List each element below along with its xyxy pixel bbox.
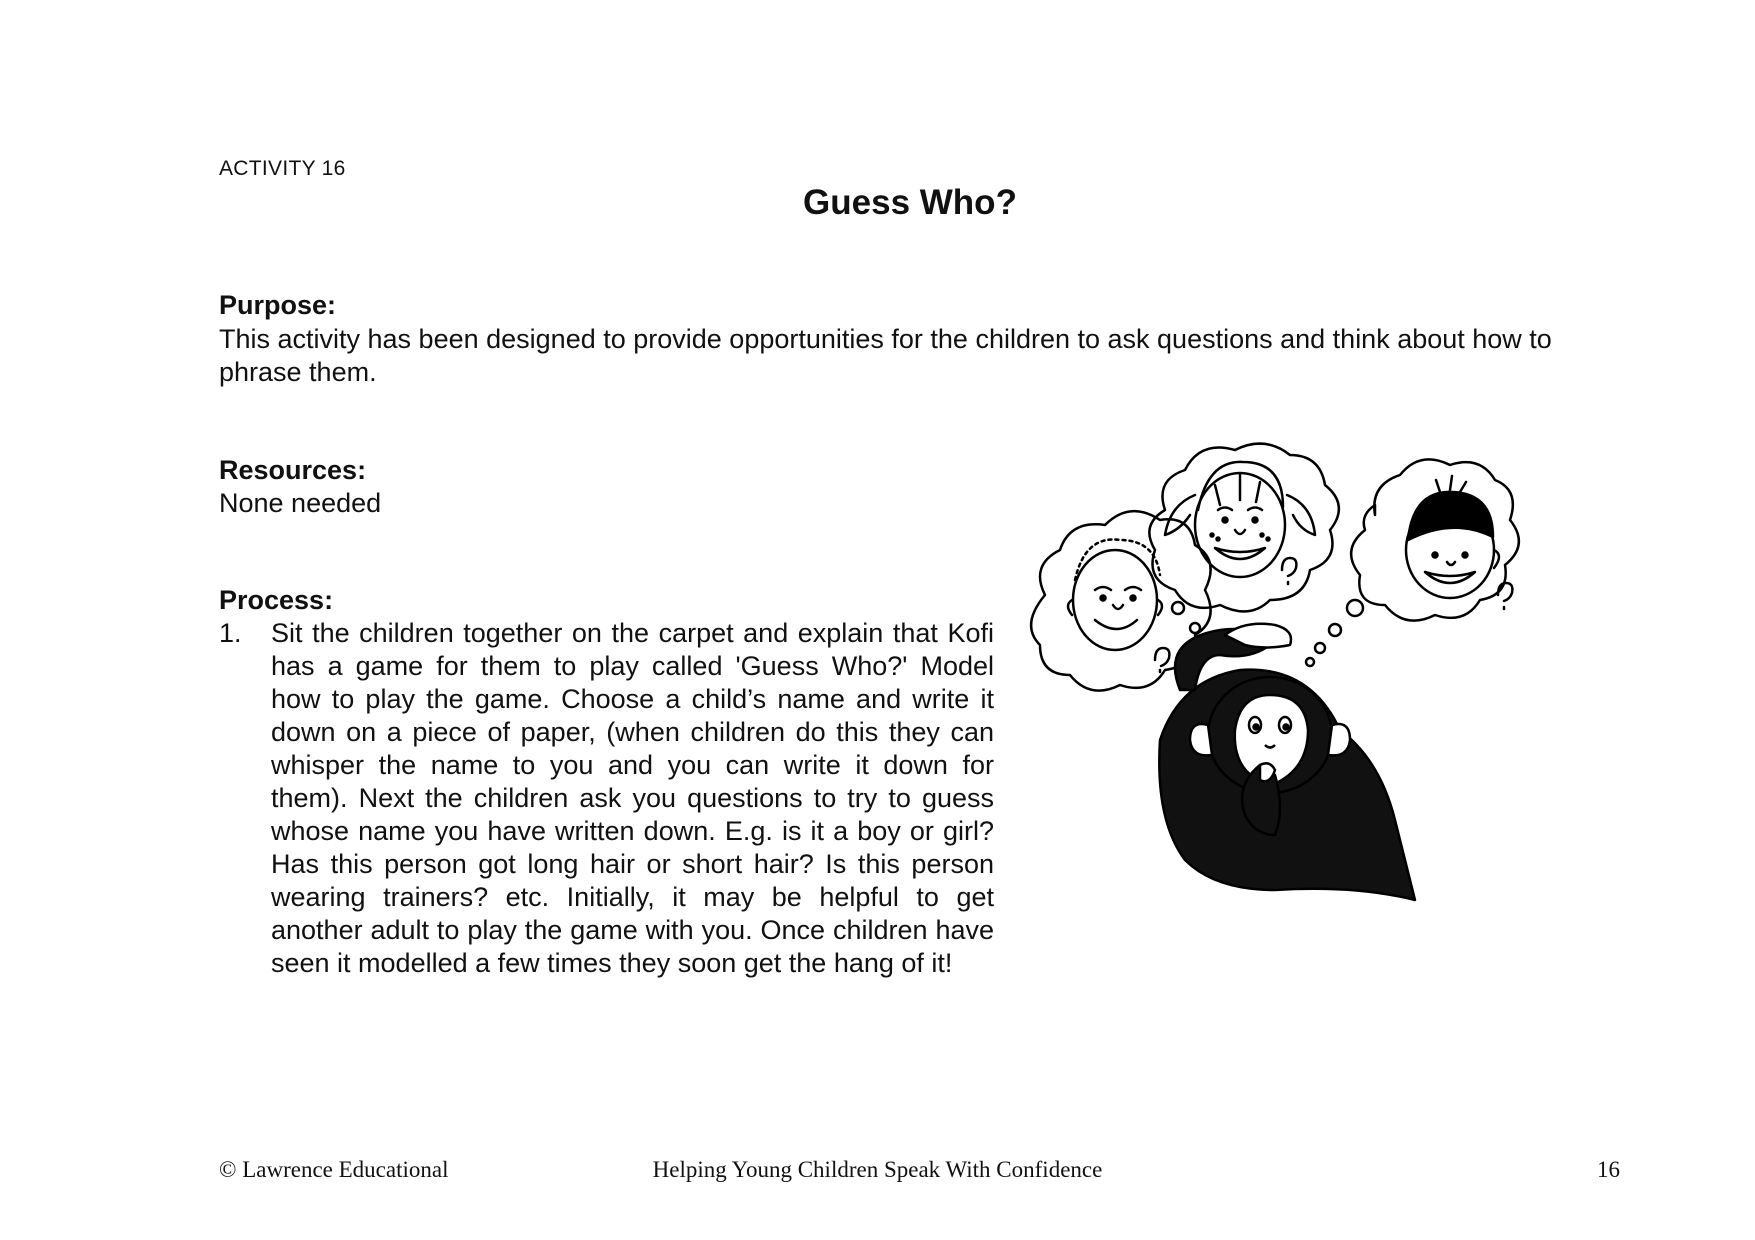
resources-heading: Resources:	[219, 455, 367, 485]
thought-bubble-small	[1190, 623, 1200, 633]
footer-page-number: 16	[1597, 1157, 1620, 1182]
process-step-text: Sit the children together on the carpet and explain that Kofi has a game for them to play called 'Guess Who?' Model how to play the game. Choose a child’s name and write it down on a piece of paper, (when children do this they can whisper the name to you and you can write it down for them). Next the children ask you questions to try to guess whose name you have written down. E.g. is it a boy or girl? Has this person got long hair or short hair? Is this person wearing trainers? etc. Initially, it may be helpful to get another adult to play the game with you. Once children have seen it modelled a few times they soon get the hang of it!	[271, 618, 994, 978]
thought-bubble-small	[1172, 602, 1184, 614]
page-title: Guess Who?	[803, 183, 1017, 222]
thought-bubble-small	[1347, 600, 1363, 616]
child-face-boy	[1068, 540, 1169, 673]
thinking-chimp-illustration	[1010, 440, 1570, 990]
footer-copyright: © Lawrence Educational	[219, 1157, 449, 1182]
thought-bubble-small	[1306, 658, 1314, 666]
thought-bubble-small	[1329, 624, 1341, 636]
process-heading: Process:	[219, 585, 334, 615]
purpose-heading: Purpose:	[219, 290, 337, 320]
activity-label: ACTIVITY 16	[219, 157, 346, 180]
purpose-text: This activity has been designed to provide opportunities for the children to ask questions and think about how to phrase them.	[219, 324, 1552, 387]
child-face-boy-dark-hair	[1406, 476, 1512, 609]
footer-book-title: Helping Young Children Speak With Confidence	[652, 1157, 1103, 1182]
process-step	[219, 617, 994, 980]
thought-bubble-small	[1315, 643, 1325, 653]
resources-text: None needed	[219, 488, 382, 518]
child-face-girl	[1165, 462, 1315, 584]
chimp-figure	[1159, 624, 1415, 900]
process-step-number: 1.	[219, 618, 242, 648]
